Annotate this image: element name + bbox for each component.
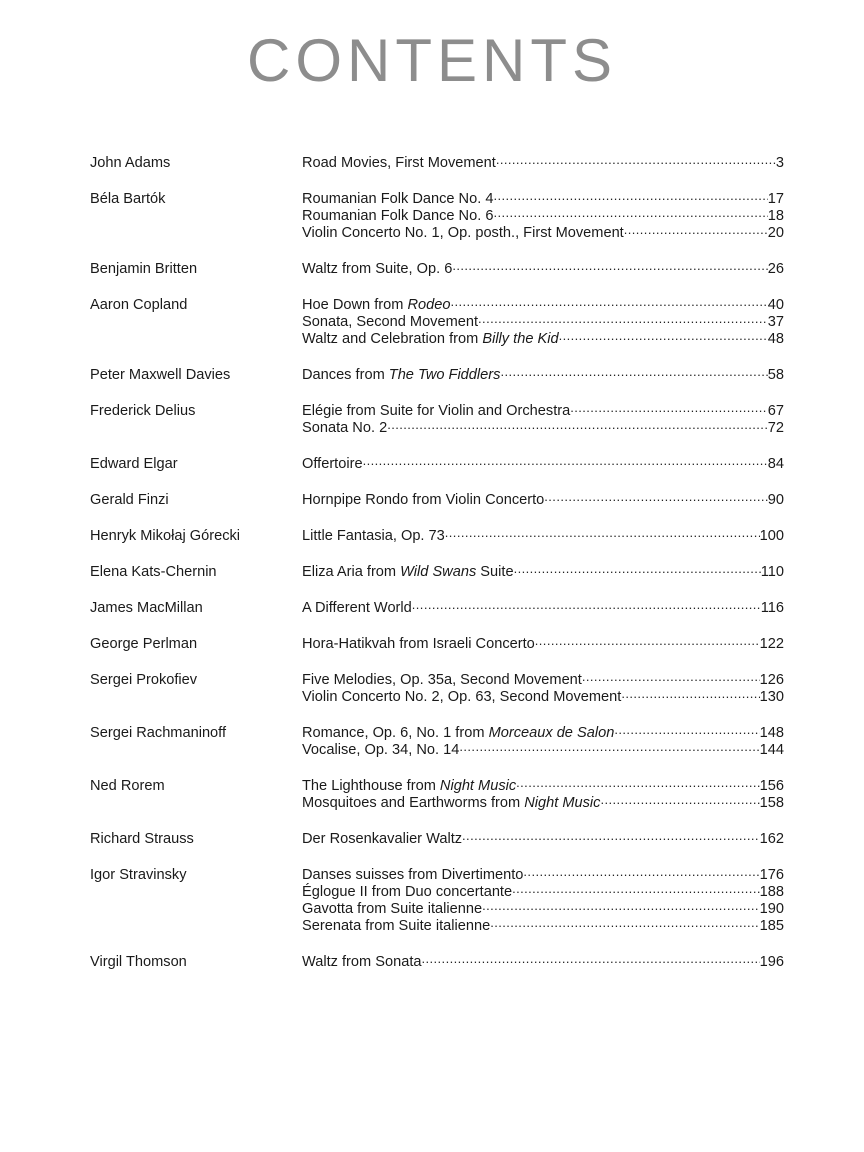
toc-entry[interactable] <box>90 292 784 313</box>
leader-dots <box>544 487 767 504</box>
leader-dots <box>387 415 768 432</box>
work-title <box>302 367 500 384</box>
leader-dots <box>516 773 759 790</box>
composer-group <box>90 186 784 241</box>
work-title-text: Gavotta from Suite italienne <box>302 901 483 917</box>
page-number: 122 <box>759 636 784 652</box>
toc-entry[interactable] <box>90 398 784 419</box>
work-title-text: Mosquitoes and Earthworms from <box>302 795 525 811</box>
toc-entry[interactable] <box>90 595 784 616</box>
work-title-text: Danses suisses from Divertimento <box>302 867 524 883</box>
work-title <box>302 901 482 918</box>
leader-dots <box>600 790 759 807</box>
toc-entry[interactable] <box>90 451 784 472</box>
work-title-text: Violin Concerto No. 1, Op. posth., First Movement <box>302 225 624 241</box>
work-title-text: Offertoire <box>302 456 363 472</box>
page-number: 90 <box>767 492 784 508</box>
work-title <box>302 600 412 617</box>
table-of-contents <box>90 150 784 970</box>
page-number: 3 <box>775 155 784 171</box>
page-number: 185 <box>759 918 784 934</box>
work-title-text: Hoe Down from <box>302 297 408 313</box>
leader-dots <box>621 684 759 701</box>
leader-dots <box>496 150 776 167</box>
work-title-text: Waltz and Celebration from <box>302 331 483 347</box>
composer-name: Henryk Mikołaj Górecki <box>90 528 241 544</box>
leader-dots <box>514 559 761 576</box>
leader-dots <box>493 203 767 220</box>
work-title <box>302 867 523 884</box>
page-number: 26 <box>767 261 784 277</box>
toc-entry[interactable] <box>90 773 784 794</box>
page-number: 18 <box>767 208 784 224</box>
page-number: 162 <box>759 831 784 847</box>
toc-entry[interactable] <box>90 559 784 580</box>
page-number: 144 <box>759 742 784 758</box>
leader-dots <box>450 292 767 309</box>
leader-dots <box>500 362 767 379</box>
composer-group <box>90 398 784 436</box>
composer-group <box>90 773 784 811</box>
page-number: 37 <box>767 314 784 330</box>
leader-dots <box>535 631 760 648</box>
toc-entry[interactable] <box>90 862 784 883</box>
leader-dots <box>482 896 760 913</box>
composer-name: Ned Rorem <box>90 778 165 794</box>
page-number: 188 <box>759 884 784 900</box>
leader-dots <box>614 720 759 737</box>
toc-entry[interactable] <box>90 720 784 741</box>
work-title-text: Sonata, Second Movement <box>302 314 479 330</box>
composer-group <box>90 256 784 277</box>
toc-entry[interactable] <box>90 667 784 688</box>
work-title-text: Vocalise, Op. 34, No. 14 <box>302 742 460 758</box>
page-number: 148 <box>759 725 784 741</box>
toc-entry[interactable] <box>90 362 784 383</box>
leader-dots <box>452 256 767 273</box>
work-title <box>302 918 490 935</box>
toc-entry[interactable] <box>90 186 784 207</box>
work-title <box>302 795 600 812</box>
leader-dots <box>559 326 768 343</box>
page-number: 100 <box>759 528 784 544</box>
composer-name: Edward Elgar <box>90 456 178 472</box>
work-title-italic: The Two Fiddlers <box>388 367 501 383</box>
page-number: 110 <box>760 564 784 580</box>
work-title <box>302 225 624 242</box>
work-title-text: Der Rosenkavalier Waltz <box>302 831 463 847</box>
work-title-text: Roumanian Folk Dance No. 4 <box>302 191 494 207</box>
work-title-text: Dances from <box>302 367 389 383</box>
work-title-text: Road Movies, First Movement <box>302 155 496 171</box>
work-title-text: Little Fantasia, Op. 73 <box>302 528 445 544</box>
page-number: 67 <box>767 403 784 419</box>
composer-name: Aaron Copland <box>90 297 188 313</box>
composer-group <box>90 826 784 847</box>
work-title-italic: Night Music <box>524 795 601 811</box>
work-title <box>302 420 387 437</box>
work-title <box>302 297 450 314</box>
page-number: 196 <box>759 954 784 970</box>
page-number: 40 <box>767 297 784 313</box>
work-title <box>302 191 493 208</box>
leader-dots <box>523 862 759 879</box>
work-title <box>302 831 462 848</box>
page-number: 17 <box>767 191 784 207</box>
work-title-text: Roumanian Folk Dance No. 6 <box>302 208 494 224</box>
composer-group <box>90 862 784 934</box>
composer-group <box>90 487 784 508</box>
leader-dots <box>363 451 768 468</box>
work-title-text: Romance, Op. 6, No. 1 from <box>302 725 489 741</box>
work-title-text: Elégie from Suite for Violin and Orchestra <box>302 403 571 419</box>
leader-dots <box>490 913 759 930</box>
composer-group <box>90 559 784 580</box>
work-title <box>302 564 514 581</box>
toc-entry[interactable] <box>90 256 784 277</box>
composer-group <box>90 292 784 347</box>
leader-dots <box>412 595 761 612</box>
work-title-text: Serenata from Suite italienne <box>302 918 491 934</box>
page-number: 58 <box>767 367 784 383</box>
page-number: 158 <box>759 795 784 811</box>
work-title <box>302 884 512 901</box>
work-title-italic: Rodeo <box>407 297 451 313</box>
page-number: 72 <box>767 420 784 436</box>
composer-name: John Adams <box>90 155 171 171</box>
page-number: 126 <box>759 672 784 688</box>
page-number: 190 <box>759 901 784 917</box>
leader-dots <box>459 737 759 754</box>
toc-entry[interactable] <box>90 826 784 847</box>
composer-group <box>90 595 784 616</box>
composer-name: James MacMillan <box>90 600 203 616</box>
composer-name: Sergei Rachmaninoff <box>90 725 227 741</box>
work-title-text: Waltz from Sonata <box>302 954 422 970</box>
work-title-text: Eliza Aria from <box>302 564 401 580</box>
work-title-italic: Night Music <box>439 778 517 794</box>
composer-name: Peter Maxwell Davies <box>90 367 231 383</box>
page-number: 156 <box>759 778 784 794</box>
work-title-text: Sonata No. 2 <box>302 420 388 436</box>
work-title-text: A Different World <box>302 600 412 616</box>
work-title <box>302 528 445 545</box>
work-title <box>302 492 544 509</box>
work-title-italic: Billy the Kid <box>482 331 559 347</box>
composer-group <box>90 667 784 705</box>
leader-dots <box>462 826 760 843</box>
composer-name: Igor Stravinsky <box>90 867 187 883</box>
work-title-text: Violin Concerto No. 2, Op. 63, Second Movement <box>302 689 622 705</box>
composer-group <box>90 720 784 758</box>
work-title <box>302 954 422 971</box>
leader-dots <box>445 523 760 540</box>
page-title: CONTENTS <box>247 27 617 94</box>
leader-dots <box>422 949 760 966</box>
work-title <box>302 155 496 172</box>
work-title <box>302 208 493 225</box>
work-title <box>302 636 535 653</box>
work-title <box>302 314 478 331</box>
page-number: 116 <box>760 600 784 616</box>
composer-name: Frederick Delius <box>90 403 196 419</box>
composer-name: Virgil Thomson <box>90 954 187 970</box>
work-title-italic: Morceaux de Salon <box>488 725 615 741</box>
toc-entry[interactable] <box>90 949 784 970</box>
work-title-text: Églogue II from Duo concertante <box>302 884 513 900</box>
work-title-italic: Wild Swans <box>400 564 477 580</box>
composer-group <box>90 949 784 970</box>
composer-group <box>90 150 784 171</box>
toc-entry[interactable] <box>90 523 784 544</box>
work-title <box>302 261 452 278</box>
composer-name: Elena Kats-Chernin <box>90 564 217 580</box>
composer-group <box>90 631 784 652</box>
composer-name: Richard Strauss <box>90 831 194 847</box>
composer-name: Sergei Prokofiev <box>90 672 198 688</box>
leader-dots <box>570 398 768 415</box>
work-title-text: Hornpipe Rondo from Violin Concerto <box>302 492 545 508</box>
composer-name: Gerald Finzi <box>90 492 169 508</box>
page-number: 84 <box>767 456 784 472</box>
leader-dots <box>512 879 760 896</box>
composer-group <box>90 451 784 472</box>
work-title-text: Hora-Hatikvah from Israeli Concerto <box>302 636 535 652</box>
work-title-tail: Suite <box>476 564 514 580</box>
composer-name: George Perlman <box>90 636 198 652</box>
work-title-text: Waltz from Suite, Op. 6 <box>302 261 453 277</box>
work-title <box>302 672 582 689</box>
work-title-text: The Lighthouse from <box>302 778 440 794</box>
work-title <box>302 331 559 348</box>
composer-name: Béla Bartók <box>90 191 166 207</box>
toc-entry[interactable] <box>90 631 784 652</box>
leader-dots <box>582 667 760 684</box>
work-title <box>302 742 459 759</box>
work-title <box>302 778 516 795</box>
toc-entry[interactable] <box>90 487 784 508</box>
page-number: 20 <box>767 225 784 241</box>
work-title <box>302 689 621 706</box>
composer-group <box>90 523 784 544</box>
composer-group <box>90 362 784 383</box>
page-number: 130 <box>759 689 784 705</box>
work-title-text: Five Melodies, Op. 35a, Second Movement <box>302 672 582 688</box>
page-number: 48 <box>767 331 784 347</box>
toc-entry[interactable] <box>90 150 784 171</box>
page-number: 176 <box>759 867 784 883</box>
composer-name: Benjamin Britten <box>90 261 198 277</box>
leader-dots <box>624 220 768 237</box>
leader-dots <box>478 309 768 326</box>
leader-dots <box>493 186 767 203</box>
work-title <box>302 456 363 473</box>
